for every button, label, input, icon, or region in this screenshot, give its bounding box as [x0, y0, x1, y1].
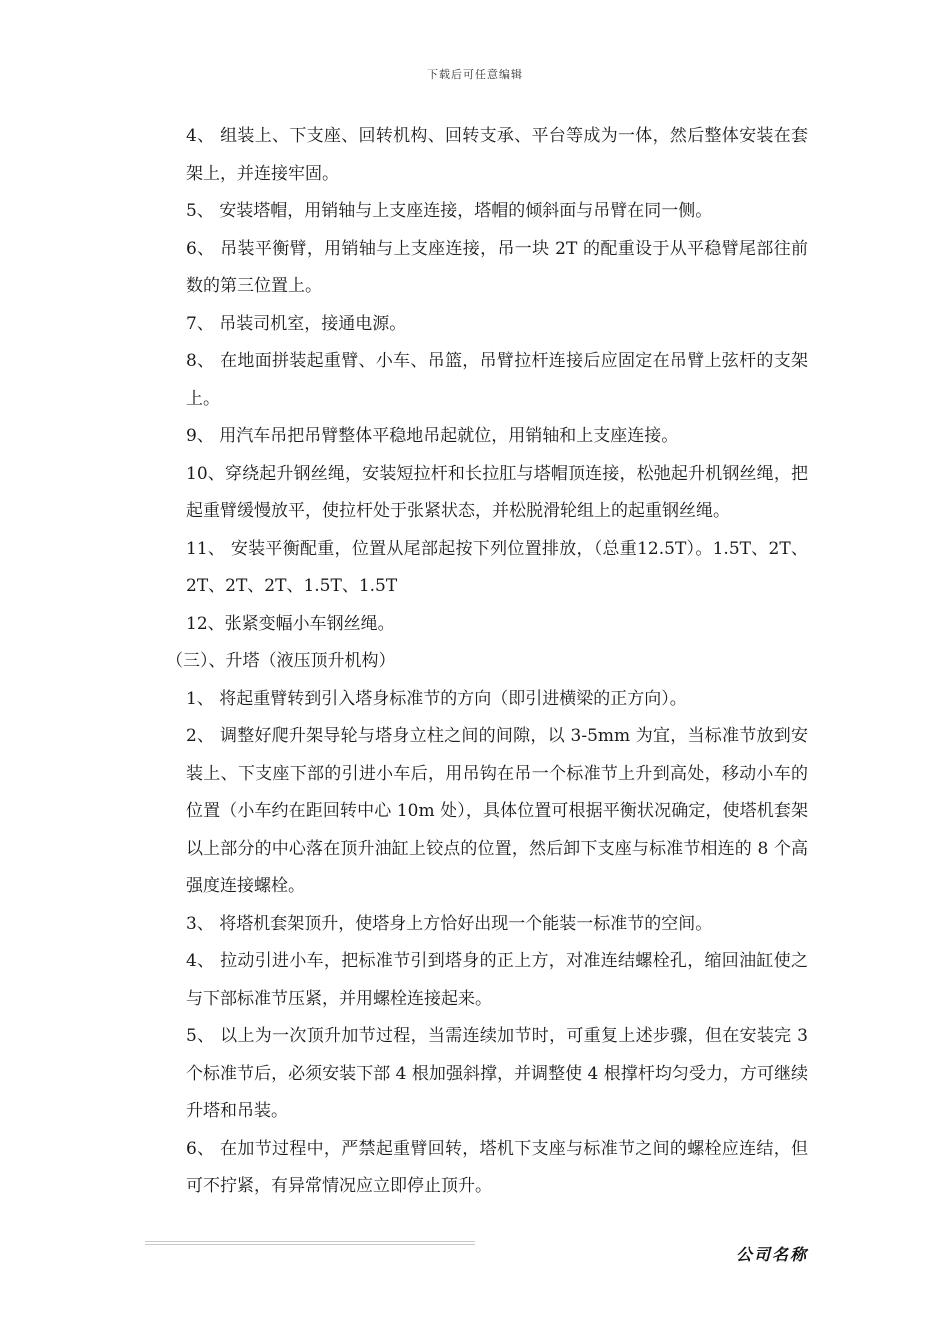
company-name: 公司名称: [735, 1245, 808, 1264]
section-heading: （三）、升塔（液压顶升机构）: [166, 651, 396, 671]
paragraph: 1、 将起重臂转到引入塔身标准节的方向（即引进横梁的正方向）。: [186, 688, 687, 709]
paragraph: 4、 组装上、下支座、回转机构、回转支承、平台等成为一体，然后整体安装在套架上，并连接牢固。: [186, 126, 808, 184]
paragraph: 7、 吊装司机室，接通电源。: [186, 313, 407, 334]
paragraph: 5、 以上为一次顶升加节过程，当需连续加节时，可重复上述步骤，但在安装完 3 个标准节后，必须安装下部 4 根加强斜撑，并调整使 4 根撑杆均匀受力，方可继续升塔和吊装。: [186, 1026, 808, 1121]
paragraph: 6、 在加节过程中，严禁起重臂回转，塔机下支座与标准节之间的螺栓应连结，但可不拧紧，有异常情况应立即停止顶升。: [186, 1138, 808, 1196]
paragraph: 11、 安装平衡配重，位置从尾部起按下列位置排放，（总重12.5T）。1.5T、2T、2T、2T、2T、1.5T、1.5T: [186, 538, 808, 596]
document-body: [166, 118, 808, 1206]
footer-divider: [145, 1241, 475, 1245]
header-note: 下载后可任意编辑: [427, 68, 523, 81]
paragraph: 12、张紧变幅小车钢丝绳。: [186, 613, 395, 634]
paragraph: 5、 安装塔帽，用销轴与上支座连接，塔帽的倾斜面与吊臂在同一侧。: [186, 201, 713, 221]
paragraph: 2、 调整好爬升架导轮与塔身立柱之间的间隙，以 3-5mm 为宜，当标准节放到安装上、下支座下部的引进小车后，用吊钩在吊一个标准节上升到高处，移动小车的位置（小车约在距回转中心 10m 处），具体位置可根据平衡状况确定，使塔机套架以上部分的中心落在顶升油缸上铰点的位置，然后卸下支座与标准节相连的 8 个高强度连接螺栓。: [186, 726, 808, 896]
paragraph: 9、 用汽车吊把吊臂整体平稳地吊起就位，用销轴和上支座连接。: [186, 426, 679, 446]
paragraph: 3、 将塔机套架顶升，使塔身上方恰好出现一个能装一标准节的空间。: [186, 913, 713, 934]
paragraph: 10、穿绕起升钢丝绳，安装短拉杆和长拉肛与塔帽顶连接，松弛起升机钢丝绳，把起重臂缓慢放平，使拉杆处于张紧状态，并松脱滑轮组上的起重钢丝绳。: [186, 463, 808, 521]
paragraph: 6、 吊装平衡臂，用销轴与上支座连接，吊一块 2T 的配重设于从平稳臂尾部往前数的第三位置上。: [186, 238, 808, 296]
paragraph: 8、 在地面拼装起重臂、小车、吊篮，吊臂拉杆连接后应固定在吊臂上弦杆的支架上。: [186, 351, 808, 409]
paragraph: 4、 拉动引进小车，把标准节引到塔身的正上方，对准连结螺栓孔，缩回油缸使之与下部标准节压紧，并用螺栓连接起来。: [186, 951, 808, 1009]
